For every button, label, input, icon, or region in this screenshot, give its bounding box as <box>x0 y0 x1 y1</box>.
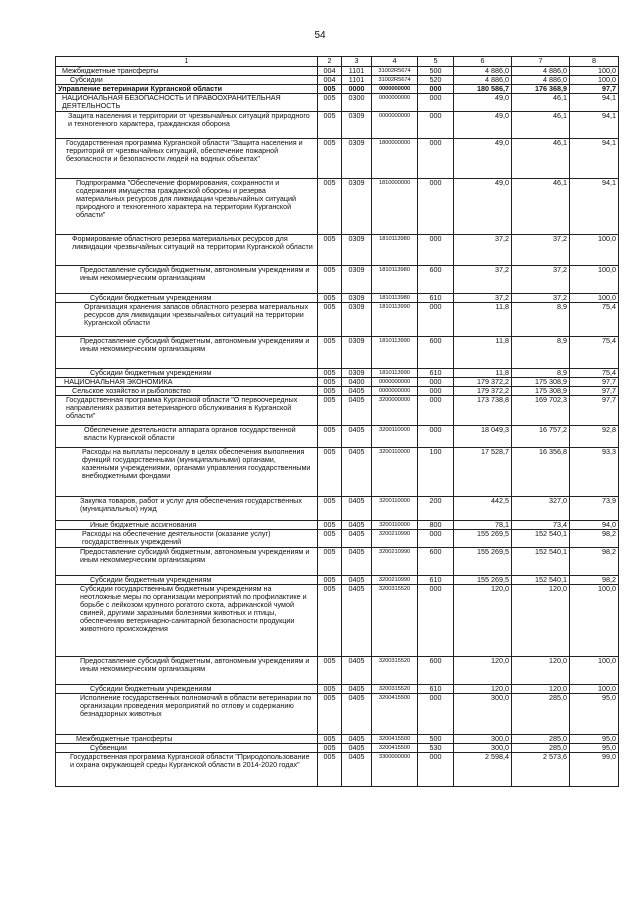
row-col5-cell: 000 <box>418 378 454 387</box>
row-col4-cell: 3200315520 <box>372 685 418 694</box>
row-col6-cell: 11,8 <box>454 369 512 378</box>
row-col4-cell: 1810113990 <box>372 303 418 337</box>
row-col4-cell: 0000000000 <box>372 85 418 94</box>
row-col3-cell: 0405 <box>342 576 372 585</box>
row-col6-cell: 4 886,0 <box>454 76 512 85</box>
row-col2-cell: 005 <box>318 396 342 426</box>
row-col5-cell: 000 <box>418 585 454 657</box>
row-col6-cell: 180 586,7 <box>454 85 512 94</box>
row-name-cell: Государственная программа Курганской области "Защита населения и территорий от чрезвычайных ситуаций, обеспечение пожарной безопасности и безопасности людей на водных объектах" <box>56 139 318 179</box>
row-col5-cell: 000 <box>418 530 454 548</box>
row-col5-cell: 800 <box>418 521 454 530</box>
row-col7-cell: 16 757,2 <box>512 426 570 448</box>
table-row <box>56 530 619 548</box>
row-col5-cell: 000 <box>418 85 454 94</box>
row-name-cell: Обеспечение деятельности аппарата органов государственной власти Курганской области <box>56 426 318 448</box>
row-col7-cell: 8,9 <box>512 369 570 378</box>
row-col3-cell: 0405 <box>342 530 372 548</box>
row-col8-cell: 100,0 <box>570 685 619 694</box>
row-col2-cell: 005 <box>318 112 342 139</box>
row-col6-cell: 179 372,2 <box>454 387 512 396</box>
row-name-cell: Исполнение государственных полномочий в области ветеринарии по организации проведения мероприятий по отлову и содержанию безнадзорных животных <box>56 694 318 735</box>
table-row <box>56 235 619 266</box>
row-col4-cell: 1810113980 <box>372 266 418 294</box>
row-col4-cell: 0000000000 <box>372 387 418 396</box>
row-col4-cell: 31002R5674 <box>372 76 418 85</box>
budget-table <box>55 56 619 787</box>
row-col8-cell: 100,0 <box>570 266 619 294</box>
column-header: 3 <box>342 57 372 67</box>
table-row <box>56 294 619 303</box>
row-col5-cell: 000 <box>418 426 454 448</box>
table-header-row <box>56 57 619 67</box>
table-row <box>56 448 619 497</box>
row-col3-cell: 0309 <box>342 303 372 337</box>
row-col3-cell: 0400 <box>342 378 372 387</box>
row-col7-cell: 176 368,9 <box>512 85 570 94</box>
row-name-cell: Субсидии бюджетным учреждениям <box>56 576 318 585</box>
row-col4-cell: 3200315520 <box>372 585 418 657</box>
table-row <box>56 378 619 387</box>
row-col7-cell: 152 540,1 <box>512 576 570 585</box>
row-col6-cell: 155 269,5 <box>454 548 512 576</box>
row-col6-cell: 120,0 <box>454 585 512 657</box>
row-col3-cell: 0309 <box>342 179 372 235</box>
row-col2-cell: 004 <box>318 67 342 76</box>
row-col7-cell: 73,4 <box>512 521 570 530</box>
row-col7-cell: 37,2 <box>512 266 570 294</box>
row-col8-cell: 94,0 <box>570 521 619 530</box>
table-row <box>56 694 619 735</box>
row-col5-cell: 000 <box>418 694 454 735</box>
table-row <box>56 94 619 112</box>
row-col8-cell: 75,4 <box>570 369 619 378</box>
row-col4-cell: 0000000000 <box>372 94 418 112</box>
column-header: 4 <box>372 57 418 67</box>
row-col5-cell: 520 <box>418 76 454 85</box>
row-name-cell: Субсидии государственным бюджетным учреждениям на неотложные меры по организации мероприятий по профилактике и борьбе с лейкозом крупного рогатого скота, африканской чумой свиней, другими заразными болезнями животных и птицы, обеспечению ветеринарно-санитарной безопасности продукции животного происхождения <box>56 585 318 657</box>
row-col7-cell: 120,0 <box>512 585 570 657</box>
table-row <box>56 576 619 585</box>
table-row <box>56 387 619 396</box>
row-col2-cell: 005 <box>318 303 342 337</box>
row-col2-cell: 005 <box>318 387 342 396</box>
row-col4-cell: 3200315520 <box>372 657 418 685</box>
row-col5-cell: 530 <box>418 744 454 753</box>
row-col3-cell: 0405 <box>342 548 372 576</box>
row-col3-cell: 0309 <box>342 139 372 179</box>
row-col2-cell: 004 <box>318 76 342 85</box>
row-name-cell: Защита населения и территории от чрезвычайных ситуаций природного и техногенного характера, гражданская оборона <box>56 112 318 139</box>
row-col7-cell: 46,1 <box>512 179 570 235</box>
row-col6-cell: 179 372,2 <box>454 378 512 387</box>
row-col3-cell: 0405 <box>342 426 372 448</box>
row-col7-cell: 16 356,8 <box>512 448 570 497</box>
row-name-cell: Сельское хозяйство и рыболовство <box>56 387 318 396</box>
page-number: 54 <box>314 30 326 41</box>
row-col2-cell: 005 <box>318 585 342 657</box>
row-col8-cell: 92,8 <box>570 426 619 448</box>
row-col5-cell: 200 <box>418 497 454 521</box>
row-col4-cell: 1800000000 <box>372 139 418 179</box>
row-col7-cell: 285,0 <box>512 744 570 753</box>
row-col4-cell: 3200000000 <box>372 396 418 426</box>
column-header: 6 <box>454 57 512 67</box>
row-col4-cell: 3200210990 <box>372 530 418 548</box>
row-col2-cell: 005 <box>318 179 342 235</box>
row-name-cell: Предоставление субсидий бюджетным, автономным учреждениям и иным некоммерческим организациям <box>56 266 318 294</box>
row-col6-cell: 173 738,8 <box>454 396 512 426</box>
row-col8-cell: 100,0 <box>570 76 619 85</box>
row-col6-cell: 300,0 <box>454 744 512 753</box>
row-col6-cell: 49,0 <box>454 179 512 235</box>
row-col6-cell: 37,2 <box>454 266 512 294</box>
row-col2-cell: 005 <box>318 294 342 303</box>
row-col5-cell: 610 <box>418 576 454 585</box>
row-name-cell: Межбюджетные трансферты <box>56 735 318 744</box>
row-col6-cell: 17 528,7 <box>454 448 512 497</box>
row-col2-cell: 005 <box>318 94 342 112</box>
row-col5-cell: 000 <box>418 387 454 396</box>
row-col8-cell: 94,1 <box>570 139 619 179</box>
row-col6-cell: 300,0 <box>454 694 512 735</box>
row-col5-cell: 000 <box>418 396 454 426</box>
row-col8-cell: 98,2 <box>570 548 619 576</box>
row-col7-cell: 8,9 <box>512 303 570 337</box>
row-col5-cell: 500 <box>418 67 454 76</box>
row-col2-cell: 005 <box>318 85 342 94</box>
row-col2-cell: 005 <box>318 139 342 179</box>
row-name-cell: Межбюджетные трансферты <box>56 67 318 76</box>
row-col4-cell: 1810113990 <box>372 337 418 369</box>
row-col4-cell: 3200110000 <box>372 521 418 530</box>
row-col8-cell: 95,0 <box>570 744 619 753</box>
row-col6-cell: 49,0 <box>454 94 512 112</box>
row-name-cell: Формирование областного резерва материальных ресурсов для ликвидации чрезвычайных ситуаций на территории Курганской области <box>56 235 318 266</box>
row-col7-cell: 152 540,1 <box>512 548 570 576</box>
table-row <box>56 139 619 179</box>
row-col8-cell: 94,1 <box>570 112 619 139</box>
row-name-cell: Иные бюджетные ассигнования <box>56 521 318 530</box>
row-col3-cell: 1101 <box>342 76 372 85</box>
table-row <box>56 657 619 685</box>
table-row <box>56 67 619 76</box>
row-col4-cell: 1810113980 <box>372 235 418 266</box>
row-col3-cell: 0405 <box>342 387 372 396</box>
row-name-cell: Субсидии <box>56 76 318 85</box>
row-col8-cell: 75,4 <box>570 303 619 337</box>
row-col2-cell: 005 <box>318 369 342 378</box>
table-row <box>56 685 619 694</box>
row-col2-cell: 005 <box>318 685 342 694</box>
row-col8-cell: 94,1 <box>570 94 619 112</box>
row-col8-cell: 75,4 <box>570 337 619 369</box>
table-row <box>56 396 619 426</box>
table-row <box>56 497 619 521</box>
table-row <box>56 85 619 94</box>
row-col3-cell: 0309 <box>342 369 372 378</box>
row-col4-cell: 3200415500 <box>372 694 418 735</box>
row-col7-cell: 175 308,9 <box>512 387 570 396</box>
row-col8-cell: 97,7 <box>570 378 619 387</box>
row-col6-cell: 18 049,3 <box>454 426 512 448</box>
row-col6-cell: 37,2 <box>454 294 512 303</box>
row-col7-cell: 120,0 <box>512 685 570 694</box>
row-col3-cell: 0405 <box>342 585 372 657</box>
row-col6-cell: 442,5 <box>454 497 512 521</box>
row-col6-cell: 37,2 <box>454 235 512 266</box>
row-col3-cell: 0405 <box>342 744 372 753</box>
column-header: 7 <box>512 57 570 67</box>
row-col6-cell: 78,1 <box>454 521 512 530</box>
row-col3-cell: 0000 <box>342 85 372 94</box>
row-name-cell: Организация хранения запасов областного резерва материальных ресурсов для ликвидации чрезвычайных ситуаций на территории Курганской области <box>56 303 318 337</box>
row-col8-cell: 98,2 <box>570 576 619 585</box>
row-col3-cell: 0309 <box>342 235 372 266</box>
row-col4-cell: 1810113980 <box>372 294 418 303</box>
row-col7-cell: 46,1 <box>512 94 570 112</box>
table-row <box>56 744 619 753</box>
row-col2-cell: 005 <box>318 235 342 266</box>
row-col6-cell: 300,0 <box>454 735 512 744</box>
row-col5-cell: 000 <box>418 112 454 139</box>
row-col7-cell: 285,0 <box>512 735 570 744</box>
row-col2-cell: 005 <box>318 497 342 521</box>
table-row <box>56 303 619 337</box>
table-row <box>56 521 619 530</box>
row-name-cell: Субсидии бюджетным учреждениям <box>56 685 318 694</box>
row-col8-cell: 100,0 <box>570 294 619 303</box>
row-col8-cell: 100,0 <box>570 585 619 657</box>
row-col7-cell: 4 886,0 <box>512 67 570 76</box>
row-col8-cell: 100,0 <box>570 657 619 685</box>
row-col8-cell: 97,7 <box>570 396 619 426</box>
row-col3-cell: 0309 <box>342 112 372 139</box>
row-col5-cell: 000 <box>418 753 454 787</box>
table-row <box>56 585 619 657</box>
row-name-cell: Закупка товаров, работ и услуг для обеспечения государственных (муниципальных) нужд <box>56 497 318 521</box>
row-name-cell: Подпрограмма "Обеспечение формирования, сохранности и содержания имущества гражданской обороны и резерва материальных ресурсов для ликвидации чрезвычайных ситуаций природного и техногенного характера на территории Курганской области" <box>56 179 318 235</box>
row-col8-cell: 93,3 <box>570 448 619 497</box>
row-col6-cell: 2 598,4 <box>454 753 512 787</box>
row-col8-cell: 100,0 <box>570 67 619 76</box>
row-col2-cell: 005 <box>318 266 342 294</box>
row-col6-cell: 11,8 <box>454 337 512 369</box>
row-name-cell: Предоставление субсидий бюджетным, автономным учреждениям и иным некоммерческим организациям <box>56 548 318 576</box>
row-col8-cell: 95,0 <box>570 735 619 744</box>
row-col4-cell: 3200110000 <box>372 426 418 448</box>
row-col3-cell: 0405 <box>342 448 372 497</box>
row-name-cell: НАЦИОНАЛЬНАЯ ЭКОНОМИКА <box>56 378 318 387</box>
row-col8-cell: 95,0 <box>570 694 619 735</box>
row-col7-cell: 327,0 <box>512 497 570 521</box>
row-col4-cell: 0000000000 <box>372 378 418 387</box>
row-col7-cell: 37,2 <box>512 294 570 303</box>
table-row <box>56 76 619 85</box>
table-row <box>56 369 619 378</box>
row-col5-cell: 610 <box>418 685 454 694</box>
row-col4-cell: 3200210990 <box>372 548 418 576</box>
row-col6-cell: 11,8 <box>454 303 512 337</box>
row-col4-cell: 3200415500 <box>372 744 418 753</box>
row-col5-cell: 000 <box>418 235 454 266</box>
row-col7-cell: 46,1 <box>512 139 570 179</box>
row-col5-cell: 600 <box>418 548 454 576</box>
row-col3-cell: 0405 <box>342 753 372 787</box>
row-col4-cell: 1810113990 <box>372 369 418 378</box>
row-col2-cell: 005 <box>318 694 342 735</box>
row-col8-cell: 94,1 <box>570 179 619 235</box>
row-col5-cell: 610 <box>418 294 454 303</box>
table-row <box>56 112 619 139</box>
row-col3-cell: 0309 <box>342 294 372 303</box>
row-col4-cell: 1810000000 <box>372 179 418 235</box>
row-col3-cell: 0405 <box>342 657 372 685</box>
row-col4-cell: 31002R5674 <box>372 67 418 76</box>
row-col2-cell: 005 <box>318 426 342 448</box>
row-col2-cell: 005 <box>318 657 342 685</box>
row-col7-cell: 37,2 <box>512 235 570 266</box>
row-col5-cell: 000 <box>418 139 454 179</box>
row-name-cell: Управление ветеринарии Курганской области <box>56 85 318 94</box>
column-header: 8 <box>570 57 619 67</box>
row-col3-cell: 0405 <box>342 521 372 530</box>
row-col2-cell: 005 <box>318 735 342 744</box>
row-col5-cell: 600 <box>418 266 454 294</box>
row-col2-cell: 005 <box>318 753 342 787</box>
row-col5-cell: 600 <box>418 337 454 369</box>
row-col6-cell: 155 269,5 <box>454 576 512 585</box>
row-col6-cell: 49,0 <box>454 139 512 179</box>
row-col4-cell: 3300000000 <box>372 753 418 787</box>
row-col2-cell: 005 <box>318 576 342 585</box>
row-col3-cell: 0300 <box>342 94 372 112</box>
row-col7-cell: 120,0 <box>512 657 570 685</box>
row-col5-cell: 000 <box>418 179 454 235</box>
row-col5-cell: 000 <box>418 303 454 337</box>
row-col3-cell: 0309 <box>342 337 372 369</box>
row-col8-cell: 100,0 <box>570 235 619 266</box>
row-col4-cell: 3200210990 <box>372 576 418 585</box>
table-row <box>56 548 619 576</box>
row-col2-cell: 005 <box>318 337 342 369</box>
row-col2-cell: 005 <box>318 548 342 576</box>
row-col7-cell: 285,0 <box>512 694 570 735</box>
column-header: 2 <box>318 57 342 67</box>
row-col6-cell: 155 269,5 <box>454 530 512 548</box>
row-name-cell: Предоставление субсидий бюджетным, автономным учреждениям и иным некоммерческим организациям <box>56 337 318 369</box>
table-row <box>56 337 619 369</box>
row-col4-cell: 3200415500 <box>372 735 418 744</box>
row-name-cell: Субвенции <box>56 744 318 753</box>
table-row <box>56 426 619 448</box>
row-col2-cell: 005 <box>318 448 342 497</box>
table-row <box>56 753 619 787</box>
row-col7-cell: 4 886,0 <box>512 76 570 85</box>
row-name-cell: Расходы на обеспечение деятельности (оказание услуг) государственных учреждений <box>56 530 318 548</box>
row-col6-cell: 4 886,0 <box>454 67 512 76</box>
row-col6-cell: 120,0 <box>454 657 512 685</box>
row-col8-cell: 97,7 <box>570 387 619 396</box>
row-col4-cell: 3200110000 <box>372 497 418 521</box>
row-col2-cell: 005 <box>318 530 342 548</box>
row-col5-cell: 100 <box>418 448 454 497</box>
row-name-cell: Предоставление субсидий бюджетным, автономным учреждениям и иным некоммерческим организациям <box>56 657 318 685</box>
row-col3-cell: 0405 <box>342 396 372 426</box>
row-col4-cell: 0000000000 <box>372 112 418 139</box>
row-col5-cell: 610 <box>418 369 454 378</box>
row-col3-cell: 0309 <box>342 266 372 294</box>
row-col7-cell: 175 308,9 <box>512 378 570 387</box>
row-col5-cell: 000 <box>418 94 454 112</box>
row-col3-cell: 0405 <box>342 497 372 521</box>
row-col5-cell: 500 <box>418 735 454 744</box>
row-col6-cell: 120,0 <box>454 685 512 694</box>
row-col7-cell: 46,1 <box>512 112 570 139</box>
row-col7-cell: 152 540,1 <box>512 530 570 548</box>
table-row <box>56 735 619 744</box>
row-name-cell: НАЦИОНАЛЬНАЯ БЕЗОПАСНОСТЬ И ПРАВООХРАНИТЕЛЬНАЯ ДЕЯТЕЛЬНОСТЬ <box>56 94 318 112</box>
row-col8-cell: 97,7 <box>570 85 619 94</box>
row-col3-cell: 0405 <box>342 735 372 744</box>
row-name-cell: Государственная программа Курганской области "О первоочередных направлениях развития ветеринарного обслуживания в Курганской области" <box>56 396 318 426</box>
row-col3-cell: 0405 <box>342 694 372 735</box>
table-row <box>56 179 619 235</box>
row-name-cell: Государственная программа Курганской области "Природопользование и охрана окружающей среды Курганской области в 2014-2020 годах" <box>56 753 318 787</box>
row-col2-cell: 005 <box>318 378 342 387</box>
row-col5-cell: 600 <box>418 657 454 685</box>
row-col7-cell: 169 702,3 <box>512 396 570 426</box>
row-col8-cell: 73,9 <box>570 497 619 521</box>
row-col6-cell: 49,0 <box>454 112 512 139</box>
table-row <box>56 266 619 294</box>
row-col8-cell: 98,2 <box>570 530 619 548</box>
row-name-cell: Субсидии бюджетным учреждениям <box>56 369 318 378</box>
row-col2-cell: 005 <box>318 744 342 753</box>
row-col2-cell: 005 <box>318 521 342 530</box>
row-name-cell: Расходы на выплаты персоналу в целях обеспечения выполнения функций государственными (муниципальными) органами, казенными учреждениями, органами управления государственными внебюджетными фондами <box>56 448 318 497</box>
column-header: 1 <box>56 57 318 67</box>
row-col3-cell: 1101 <box>342 67 372 76</box>
row-col7-cell: 8,9 <box>512 337 570 369</box>
row-col4-cell: 3200110000 <box>372 448 418 497</box>
row-col3-cell: 0405 <box>342 685 372 694</box>
row-name-cell: Субсидии бюджетным учреждениям <box>56 294 318 303</box>
row-col8-cell: 99,0 <box>570 753 619 787</box>
column-header: 5 <box>418 57 454 67</box>
row-col7-cell: 2 573,6 <box>512 753 570 787</box>
